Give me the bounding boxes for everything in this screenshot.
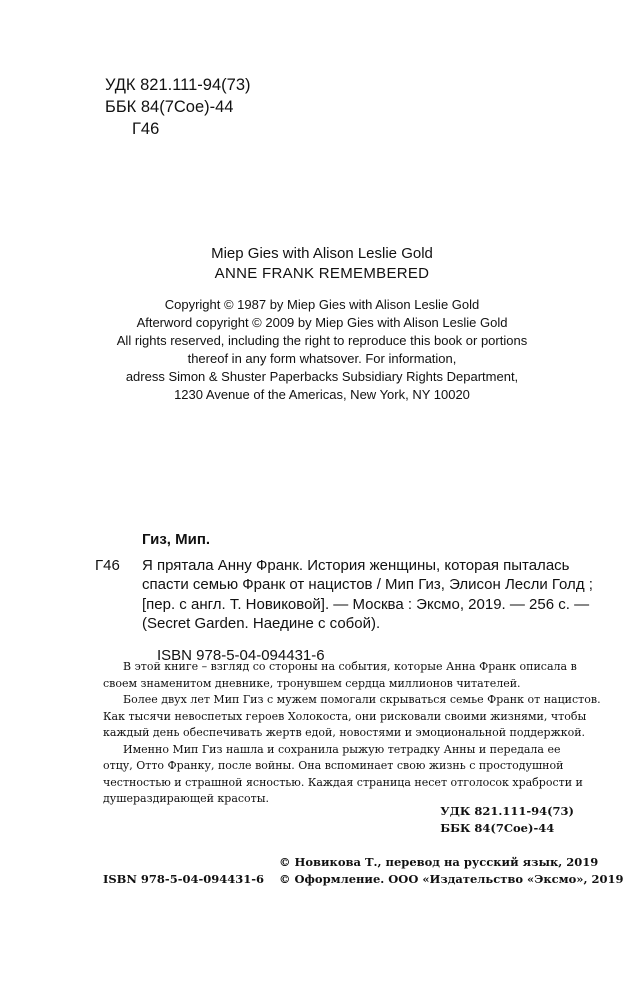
catalog-author-heading: Гиз, Мип. [142,531,211,548]
annotation-line: В этой книге – взгляд со стороны на события, которые Анна Франк описала в [123,660,577,673]
copyright-notice-line: All rights reserved, including the right to reproduce this book or portions [116,333,528,348]
catalog-description-line: (Secret Garden. Наедине с собой). [142,615,381,632]
footer-credits [279,854,624,888]
original-title: ANNE FRANK REMEMBERED [214,265,430,282]
bbk-code: ББК 84(7Сое)-44 [105,98,234,116]
original-edition-block [0,244,644,404]
footer-isbn: ISBN 978-5-04-094431-6 [103,872,265,886]
annotation-line: своем знаменитом дневнике, тронувшем сердца миллионов читателей. [103,676,521,690]
annotation-line: Как тысячи невоспетых героев Холокоста, они рисковали своими жизнями, чтобы [103,709,587,723]
annotation-line: Именно Мип Гиз нашла и сохранила рыжую тетрадку Анны и передала ее [123,742,561,756]
design-credit: © Оформление. ООО «Издательство «Эксмо», 2019 [279,872,624,886]
copyright-notice-line: 1230 Avenue of the Americas, New York, NY 10020 [174,387,470,402]
annotation-line: честностью и страшной ясностью. Каждая страница несет отголосок храбрости и [103,775,583,789]
copyright-notice-line: Copyright © 1987 by Miep Gies with Alison Leslie Gold [164,297,480,312]
copyright-notice-line: adress Simon & Shuster Paperbacks Subsidiary Rights Department, [125,369,519,384]
catalog-author-mark: Г46 [95,556,120,574]
annotation-line: душераздирающей красоты. [103,792,270,805]
bottom-udk-code: УДК 821.111-94(73) [440,804,574,818]
catalog-description [95,556,595,634]
catalog-record [95,530,595,665]
bottom-classification-codes [440,803,574,837]
catalog-description-line: спасти семью Франк от нацистов / Мип Гиз, Элисон Лесли Голд ; [142,576,593,593]
catalog-description-line: Я прятала Анну Франк. История женщины, которая пыталась [142,556,570,574]
catalog-description-line: [пер. с англ. Т. Новиковой]. — Москва : Эксмо, 2019. — 256 с. — [142,595,590,613]
original-author: Miep Gies with Alison Leslie Gold [211,245,433,262]
copyright-notice-line: Afterword copyright © 2009 by Miep Gies with Alison Leslie Gold [136,315,508,330]
author-mark: Г46 [132,120,160,138]
annotation-line: Более двух лет Мип Гиз с мужем помогали скрываться семье Франк от нацистов. [123,693,601,706]
translation-credit: © Новикова Т., перевод на русский язык, 2019 [279,855,599,869]
catalog-isbn: ISBN 978-5-04-094431-6 [157,646,325,664]
udk-code: УДК 821.111-94(73) [105,76,251,94]
annotation-line: каждый день обеспечивать жертв едой, новостями и эмоциональной поддержкой. [103,726,586,739]
copyright-notice-line: thereof in any form whatsover. For information, [187,351,457,366]
copyright-notice [0,296,644,404]
bottom-bbk-code: ББК 84(7Сое)-44 [440,821,555,835]
book-annotation [103,659,601,808]
annotation-line: отцу, Отто Франку, после войны. Она вспоминает свою жизнь с простодушной [103,759,564,772]
classification-codes [105,74,251,140]
